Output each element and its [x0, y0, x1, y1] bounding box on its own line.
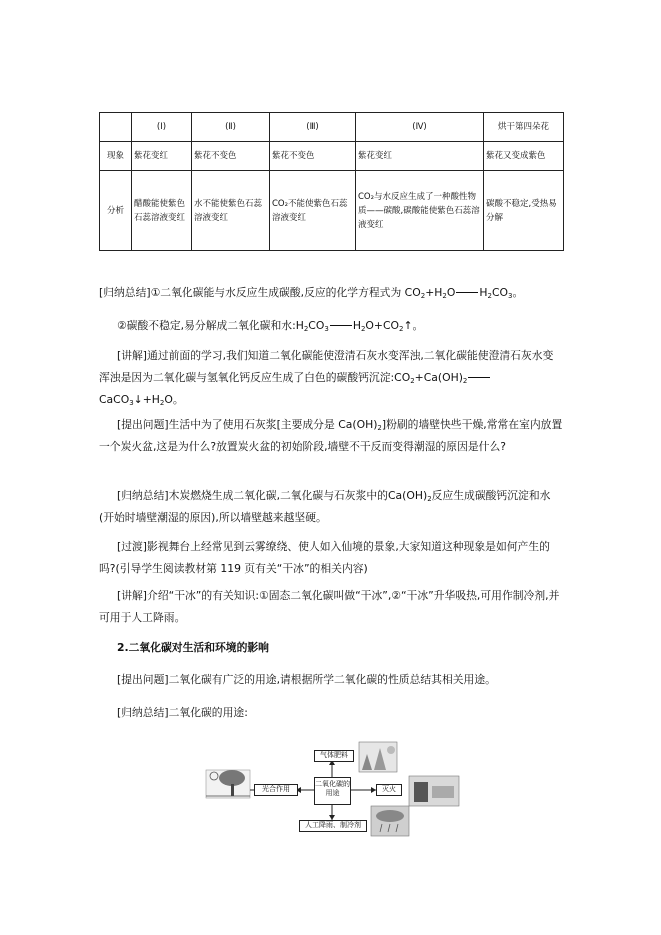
- paragraph-lecture-1: [讲解]通过前面的学习,我们知道二氧化碳能使澄清石灰水变浑浊,二氧化碳能使澄清石灰水变浑浊是因为二氧化碳与氢氧化钙反应生成了白色的碳酸钙沉淀$:CO_2+Ca(OH)_2CaCO_3↓+H_2O$。: [99, 349, 554, 407]
- table-cell: 醋酸能使紫色石蕊溶液变红: [132, 171, 192, 251]
- paragraph-summary-3: [归纳总结]木炭燃烧生成二氧化碳,二氧化碳与石灰浆中的$Ca(OH)_2$反应生成碳酸钙沉淀和水(开始时墙壁潮湿的原因),所以墙壁越来越坚硬。: [99, 489, 551, 524]
- table-header-cell: [100, 113, 132, 142]
- paragraph-transition: [过渡]影视舞台上经常见到云雾缭绕、使人如入仙境的景象,大家知道这种现象是如何产生的吗?(引导学生阅读教材第 119 页有关“干冰”的相关内容): [99, 540, 550, 575]
- table-row: [100, 171, 564, 251]
- co2-uses-diagram: [204, 740, 466, 840]
- table-cell: 碳酸不稳定,受热易分解: [484, 171, 564, 251]
- greenhouse-picture-icon: [359, 742, 397, 772]
- section-heading: 2.二氧化碳对生活和环境的影响: [117, 641, 269, 654]
- table-header-cell: (Ⅰ): [132, 113, 192, 142]
- tree-picture-icon: [206, 770, 250, 798]
- table-cell: 紫花变红: [132, 142, 192, 171]
- experiment-table: [99, 112, 564, 251]
- table-cell: 紫花又变成紫色: [484, 142, 564, 171]
- paragraph-question-2: [提出问题]二氧化碳有广泛的用途,请根据所学二氧化碳的性质总结其相关用途。: [117, 673, 496, 686]
- center-box: 二氧化碳的用途: [314, 777, 351, 805]
- paragraph-lecture-2: [讲解]介绍“干冰”的有关知识:①固态二氧化碳叫做“干冰”,②“干冰”升华吸热,可用作制冷剂,并可用于人工降雨。: [99, 589, 560, 624]
- table-cell: 紫花变红: [356, 142, 484, 171]
- paragraph-summary-1: [归纳总结]①二氧化碳能与水反应生成碳酸,反应的化学方程式为 $CO_2+H_2O$ $H_2CO_3$。: [99, 286, 524, 300]
- paragraph-question-1: [提出问题]生活中为了使用石灰浆[主要成分是 $Ca(OH)_2$]粉刷的墙壁快些干燥,常常在室内放置一个炭火盆,这是为什么?放置炭火盆的初始阶段,墙壁不干反而变得潮湿的原因是什么?: [99, 418, 563, 453]
- table-header-cell: 烘干第四朵花: [484, 113, 564, 142]
- left-box: 光合作用: [254, 784, 298, 796]
- paragraph-summary-4: [归纳总结]二氧化碳的用途:: [117, 706, 248, 719]
- top-box: 气体肥料: [314, 750, 354, 762]
- table-cell: 水不能使紫色石蕊溶液变红: [192, 171, 270, 251]
- table-row: [100, 142, 564, 171]
- row-label: 分析: [100, 171, 132, 251]
- right-box: 灭火: [376, 784, 402, 796]
- table-cell: CO₂与水反应生成了一种酸性物质——碳酸,碳酸能使紫色石蕊溶液变红: [356, 171, 484, 251]
- table-cell: 紫花不变色: [270, 142, 356, 171]
- bottom-box: 人工降雨、制冷剂: [299, 820, 367, 832]
- rain-cloud-picture-icon: [371, 806, 409, 836]
- paragraph-summary-2: ②碳酸不稳定,易分解成二氧化碳和水$:H_2CO_3$ $H_2O+CO_2↑$。: [117, 319, 424, 333]
- table-cell: CO₂不能使紫色石蕊溶液变红: [270, 171, 356, 251]
- table-header-cell: (Ⅲ): [270, 113, 356, 142]
- row-label: 现象: [100, 142, 132, 171]
- table-cell: 紫花不变色: [192, 142, 270, 171]
- table-header-cell: (Ⅱ): [192, 113, 270, 142]
- table-header-cell: (Ⅳ): [356, 113, 484, 142]
- fire-extinguisher-picture-icon: [409, 776, 459, 806]
